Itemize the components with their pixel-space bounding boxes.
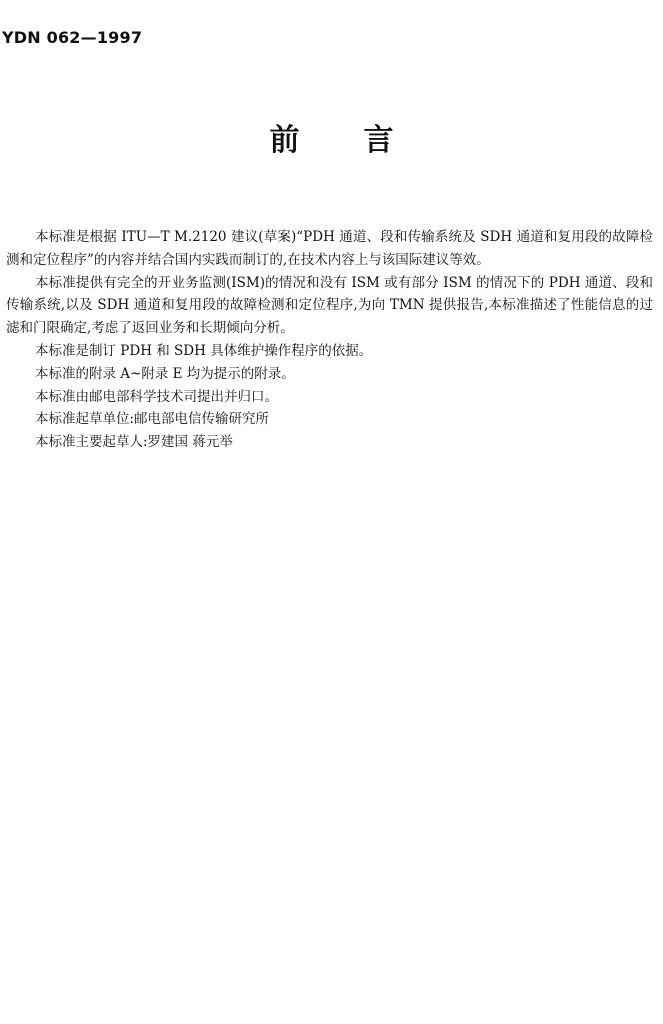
paragraph-drafting-unit: 本标准起草单位:邮电部电信传输研究所 [35,411,270,428]
paragraph-purpose: 本标准是制订 PDH 和 SDH 具体维护操作程序的依据。 [35,342,373,359]
document-code: YDN 062—1997 [2,28,143,47]
foreword-body [6,226,653,454]
paragraph-appendices: 本标准的附录 A~附录 E 均为提示的附录。 [35,365,295,382]
page-title: 前言 [269,123,458,158]
paragraph-drafters: 本标准主要起草人:罗建国 蒋元举 [35,434,233,451]
paragraph-proposer: 本标准由邮电部科学技术司提出并归口。 [35,388,278,405]
paragraph-basis: 本标准是根据 ITU—T M.2120 建议(草案)“PDH 通道、段和传输系统及 SDH 通道和复用段的故障检测和定位程序”的内容并结合国内实践而制订的,在技术内容上与该国际建议等效。 [6,229,653,268]
paragraph-scope: 本标准提供有完全的开业务监测(ISM)的情况和没有 ISM 或有部分 ISM 的情况下的 PDH 通道、段和传输系统,以及 SDH 通道和复用段的故障检测和定位程序,为向 TMN 提供报告,本标准描述了性能信息的过滤和门限确定,考虑了返回业务和长期倾向分析。 [6,274,653,337]
